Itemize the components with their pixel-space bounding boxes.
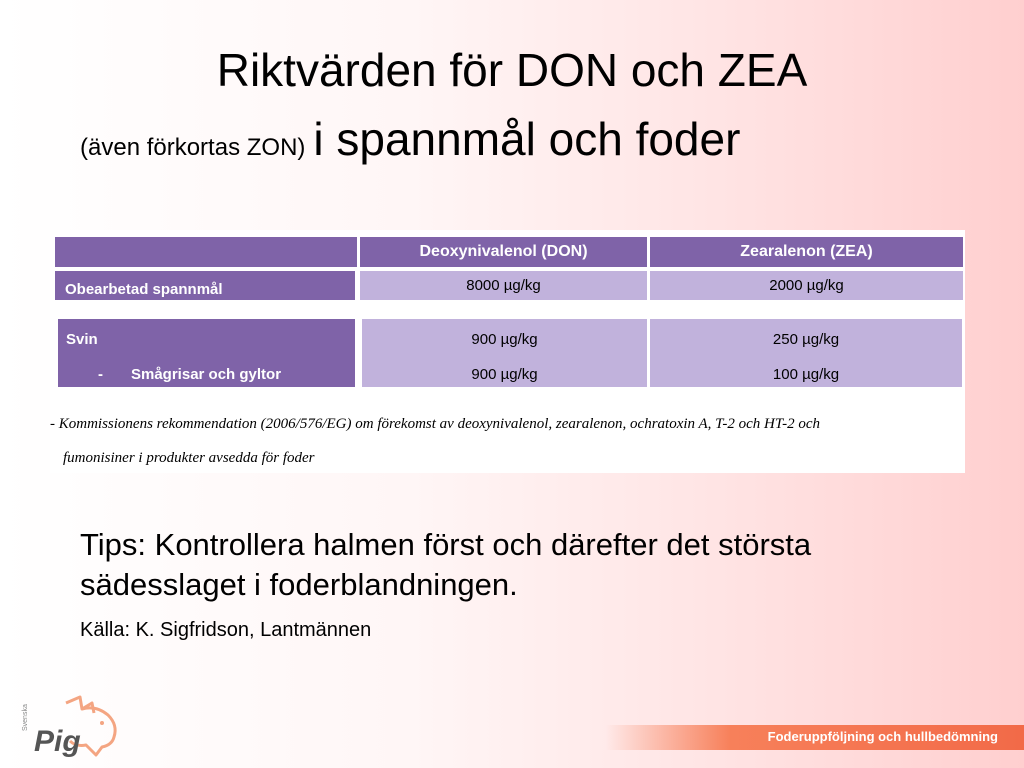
- row-dash: -: [98, 366, 103, 383]
- slide-title: Riktvärden för DON och ZEA: [216, 44, 808, 96]
- cell-grain-don: 8000 µg/kg: [360, 271, 647, 300]
- header-cell-zea: Zearalenon (ZEA): [650, 237, 963, 267]
- tips-text: Tips: Kontrollera halmen först och därefter det största sädesslaget i foderblandningen.: [80, 527, 812, 602]
- source-text: Källa: K. Sigfridson, Lantmännen: [80, 619, 372, 641]
- subtitle-main: i spannmål och foder: [313, 113, 741, 165]
- row-label-grain: Obearbetad spannmål: [55, 271, 355, 300]
- row-label-svin: Svin: [66, 331, 98, 348]
- header-cell-empty: [55, 237, 357, 267]
- pig-rows-don: [362, 319, 647, 387]
- cell-svin-zea: 250 µg/kg: [772, 331, 840, 348]
- pig-rows-labels: [58, 319, 355, 387]
- limit-values-table: [50, 230, 965, 473]
- cell-smagrisar-don: 900 µg/kg: [471, 366, 538, 383]
- slide-subtitle: [80, 112, 740, 166]
- row-label-smagrisar: Smågrisar och gyltor: [131, 366, 282, 383]
- svenska-pig-logo: [22, 695, 122, 763]
- header-cell-don: Deoxynivalenol (DON): [360, 237, 647, 267]
- footnote-line-1: - Kommissionens rekommendation (2006/576/EG) om förekomst av deoxynivalenol, zearalenon, ochratoxin A, T-2 och HT-2 och: [50, 416, 821, 432]
- logo-text: Pig: [34, 725, 81, 758]
- pig-rows-zea: [650, 319, 962, 387]
- logo-small-text: Svenska: [22, 704, 29, 731]
- subtitle-note: (även förkortas ZON): [80, 134, 306, 161]
- cell-smagrisar-zea: 100 µg/kg: [772, 366, 840, 383]
- footer-bar: [605, 725, 1024, 750]
- footnote-line-2: fumonisiner i produkter avsedda för foder: [63, 450, 315, 466]
- cell-svin-don: 900 µg/kg: [471, 331, 538, 348]
- footer-text: Foderuppföljning och hullbedömning: [767, 729, 998, 744]
- cell-grain-zea: 2000 µg/kg: [650, 271, 963, 300]
